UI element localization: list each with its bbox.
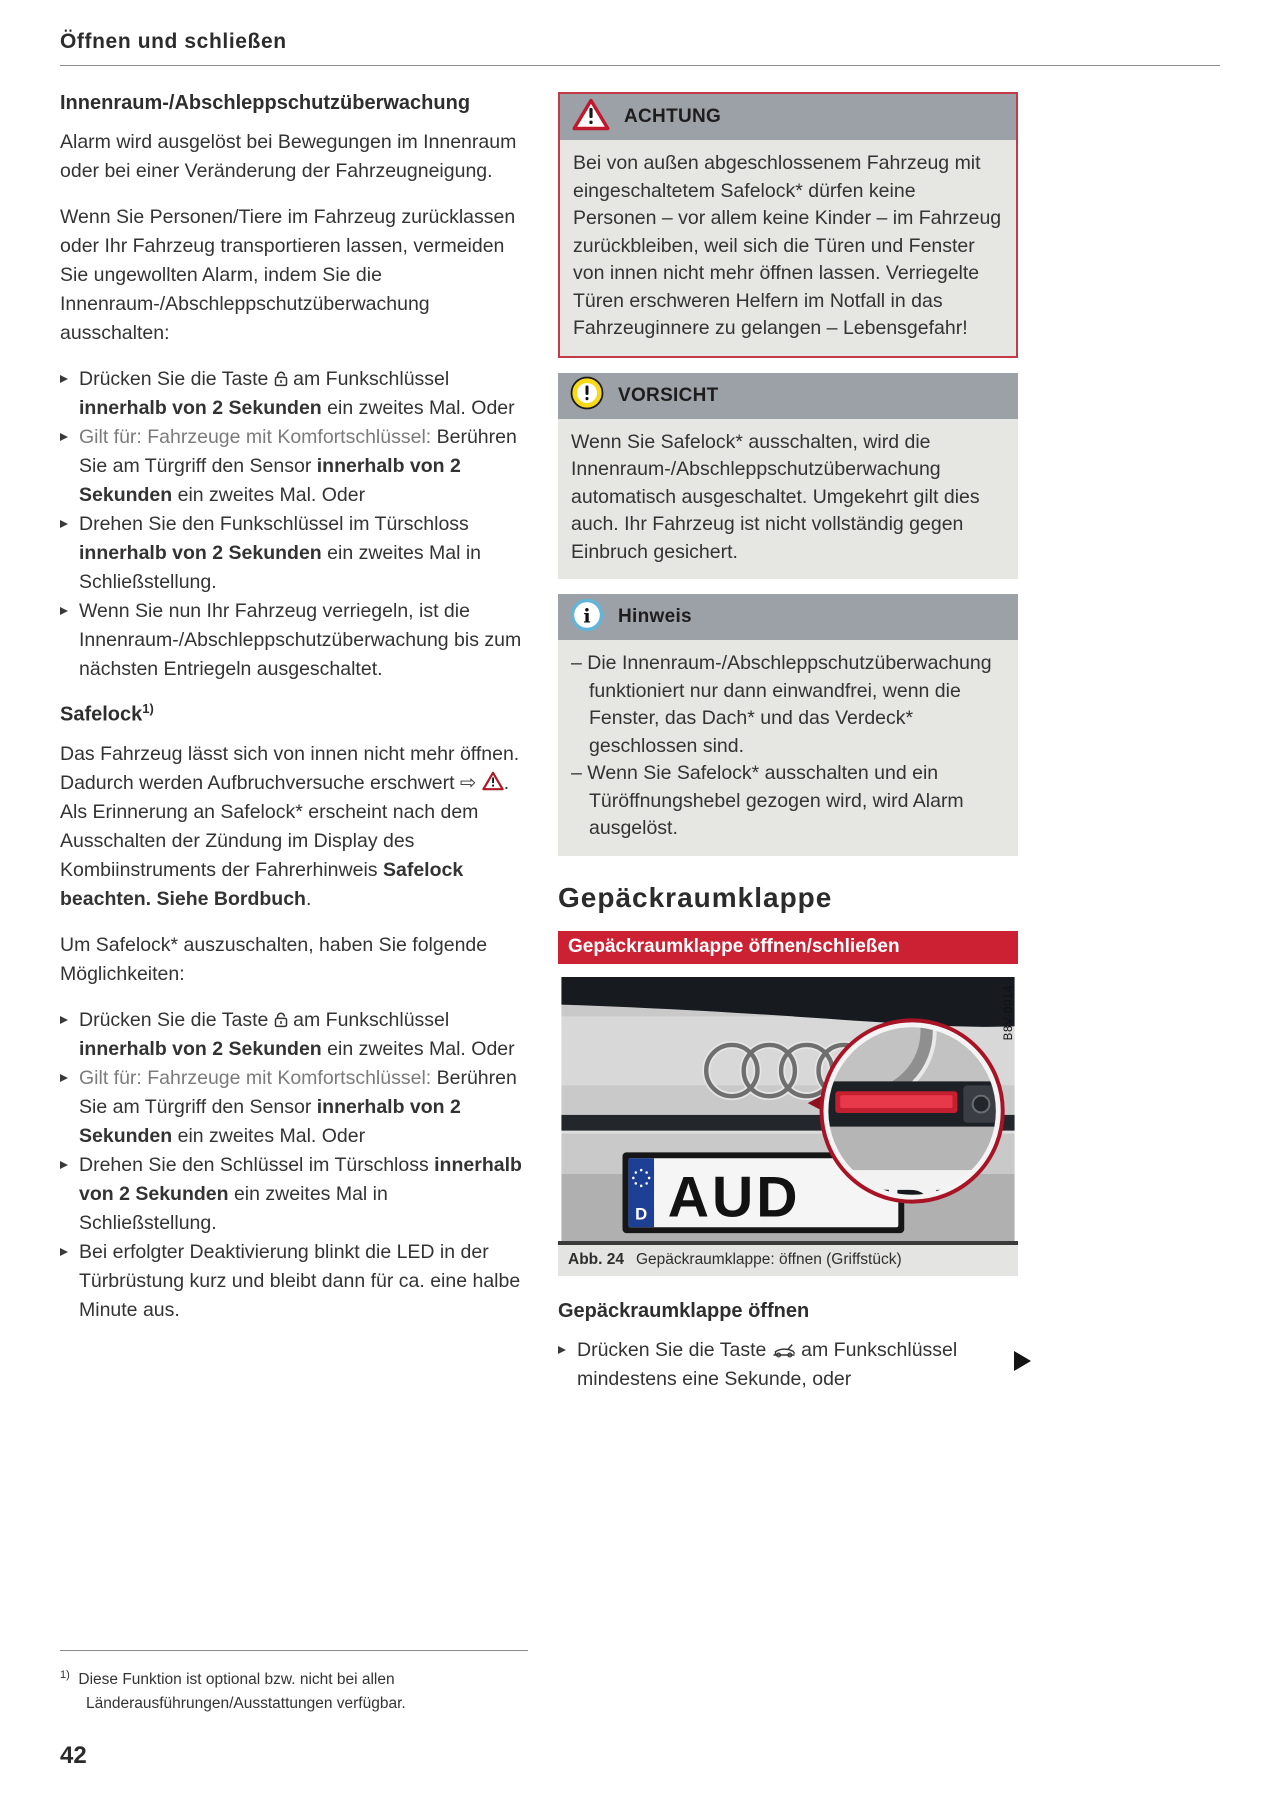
- figure-trunk-photo: [558, 977, 1018, 1276]
- subsection-heading-oeffnen: Gepäckraumklappe öffnen: [558, 1299, 810, 1322]
- section-heading-text: Safelock: [60, 703, 143, 726]
- warning-box-body: Bei von außen abgeschlossenem Fahrzeug mit eingeschaltetem Safelock* dürfen keine Personen – vor allem keine Kinder – im Fahrzeug zurückbleiben, weil sich die Türen und Fenster von innen nicht mehr öffnen lassen. Verriegelte Türen erschweren Helfern im Notfall in das Fahrzeuginnere zu gelangen – Lebensgefahr!: [560, 140, 1016, 356]
- footnote-text: Diese Funktion ist optional bzw. nicht bei allen Länderausführungen/Ausstattungen verfügbar.: [78, 1671, 406, 1713]
- image-reference-code: B8V-0014: [1003, 984, 1015, 1040]
- section-heading-innenraum: Innenraum-/Abschleppschutzüberwachung: [60, 92, 471, 114]
- footnote-area: [60, 1650, 528, 1716]
- section-heading-safelock: [60, 701, 528, 727]
- footnote-marker: 1): [60, 1669, 70, 1681]
- warning-box-title: ACHTUNG: [624, 106, 722, 127]
- list-item: Drehen Sie den Funkschlüssel im Türschloss innerhalb von 2 Sekunden ein zweites Mal in Schließstellung.: [60, 510, 528, 597]
- note-item: – Wenn Sie Safelock* ausschalten und ein Türöffnungshebel gezogen wird, wird Alarm ausgelöst.: [571, 762, 964, 839]
- lock-icon: [274, 1006, 288, 1035]
- list-item: Gilt für: Fahrzeuge mit Komfortschlüssel: Berühren Sie am Türgriff den Sensor innerhalb von 2 Sekunden ein zweites Mal. Oder: [60, 423, 528, 510]
- plate-text: AUD: [667, 1164, 801, 1229]
- note-box-title: Hinweis: [618, 606, 692, 627]
- footnote: [60, 1663, 528, 1716]
- warning-box-achtung: [558, 92, 1018, 358]
- note-list: [571, 650, 1005, 843]
- caution-box-header: [558, 373, 1018, 419]
- two-column-layout: [60, 92, 1220, 1411]
- instruction-list: [60, 1006, 528, 1325]
- caution-box-title: VORSICHT: [618, 384, 719, 406]
- list-item: Drücken Sie die Taste am Funkschlüssel innerhalb von 2 Sekunden ein zweites Mal. Oder: [60, 1006, 528, 1064]
- caution-circle-icon: [570, 376, 604, 415]
- paragraph: Wenn Sie Personen/Tiere im Fahrzeug zurücklassen oder Ihr Fahrzeug transportieren lassen, vermeiden Sie ungewollten Alarm, indem Sie die Innenraum-/Abschleppschutzüberwachung ausschalten:: [60, 206, 516, 344]
- paragraph: Das Fahrzeug lässt sich von innen nicht mehr öffnen. Dadurch werden Aufbruchversuche erschwert ⇨ . Als Erinnerung an Safelock* erscheint nach dem Ausschalten der Zündung im Display des Kombiinstruments der Fahrerhinweis Safelock beachten. Siehe Bordbuch.: [60, 742, 520, 910]
- plate-country-code: D: [635, 1203, 648, 1223]
- page-number: 42: [60, 1742, 87, 1769]
- car-rear-illustration: [558, 977, 1018, 1245]
- lock-icon: [274, 365, 288, 394]
- caution-box-vorsicht: [558, 373, 1018, 580]
- continuation-arrow-icon: [1014, 1351, 1031, 1371]
- paragraph: Alarm wird ausgelöst bei Bewegungen im Innenraum oder bei einer Veränderung der Fahrzeugneigung.: [60, 131, 517, 182]
- warning-triangle-icon: [482, 769, 504, 798]
- list-item: Drehen Sie den Schlüssel im Türschloss innerhalb von 2 Sekunden ein zweites Mal in Schließstellung.: [60, 1151, 528, 1238]
- instruction-list: [558, 1336, 1018, 1394]
- chapter-heading-gepaeckraumklappe: Gepäckraumklappe: [558, 881, 833, 913]
- paragraph: Um Safelock* auszuschalten, haben Sie folgende Möglichkeiten:: [60, 933, 488, 985]
- instruction-list: [60, 365, 528, 684]
- trunk-icon: [772, 1336, 796, 1365]
- svg-text:i: i: [583, 605, 591, 627]
- note-box-hinweis: [558, 594, 1018, 856]
- warning-box-header: [560, 94, 1016, 140]
- warning-triangle-icon: [572, 98, 610, 136]
- caution-box-body: Wenn Sie Safelock* ausschalten, wird die Innenraum-/Abschleppschutzüberwachung automatisch ausgeschaltet. Umgekehrt gilt dies auch. Ihr Fahrzeug ist nicht vollständig gegen Einbruch gesichert.: [558, 419, 1018, 580]
- figure-number: Abb. 24: [568, 1250, 624, 1268]
- footnote-divider: [60, 1650, 528, 1651]
- figure-caption-text: Gepäckraumklappe: öffnen (Griffstück): [635, 1250, 902, 1268]
- note-box-header: [558, 594, 1018, 640]
- figure-caption: [558, 1245, 1018, 1276]
- list-item: Gilt für: Fahrzeuge mit Komfortschlüssel: Berühren Sie am Türgriff den Sensor innerhalb von 2 Sekunden ein zweites Mal. Oder: [60, 1064, 528, 1151]
- list-item: Drücken Sie die Taste am Funkschlüssel innerhalb von 2 Sekunden ein zweites Mal. Oder: [60, 365, 528, 423]
- left-column: [60, 92, 528, 1411]
- list-item: Bei erfolgter Deaktivierung blinkt die LED in der Türbrüstung kurz und bleibt dann für ca. eine halbe Minute aus.: [60, 1238, 528, 1325]
- footnote-reference: 1): [142, 701, 154, 716]
- note-item: – Die Innenraum-/Abschleppschutzüberwachung funktioniert nur dann einwandfrei, wenn die Fenster, das Dach* und das Verdeck* geschlossen sind.: [571, 652, 992, 757]
- list-item: Drücken Sie die Taste am Funkschlüssel mindestens eine Sekunde, oder: [558, 1336, 1018, 1394]
- header-divider: [60, 65, 1220, 66]
- right-column: [558, 92, 1018, 1411]
- page-title: Öffnen und schließen: [60, 30, 287, 53]
- list-item: Wenn Sie nun Ihr Fahrzeug verriegeln, ist die Innenraum-/Abschleppschutzüberwachung bis zum nächsten Entriegeln ausgeschaltet.: [60, 597, 528, 684]
- section-banner: Gepäckraumklappe öffnen/schließen: [558, 931, 1018, 964]
- info-circle-icon: [570, 598, 604, 637]
- note-box-body: [558, 640, 1018, 856]
